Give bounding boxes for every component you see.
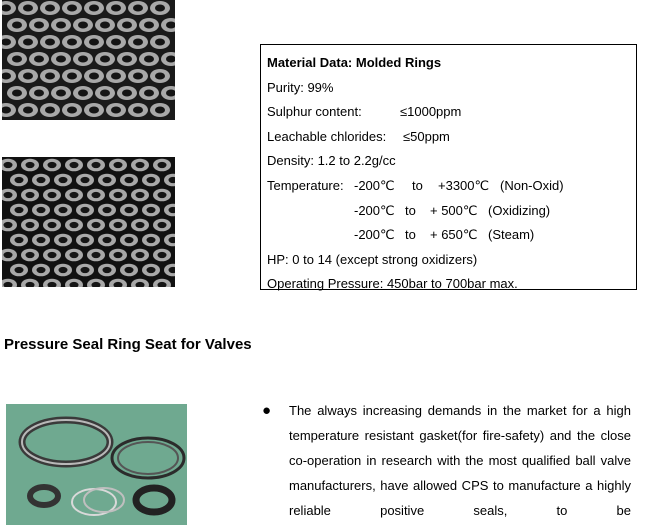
ring-graphic (65, 249, 83, 262)
ring-graphic (54, 204, 72, 217)
temperature-line-3 (267, 223, 636, 248)
temp-to: +3300℃ (438, 177, 490, 193)
ring-graphic (21, 279, 39, 287)
ring-graphic (153, 219, 171, 232)
ring-graphic (2, 219, 17, 232)
ring-graphic (73, 86, 93, 100)
ring-graphic (7, 18, 27, 32)
ring-graphic (32, 204, 50, 217)
ring-graphic (54, 234, 72, 247)
ring-graphic (87, 159, 105, 172)
ring-graphic (95, 52, 115, 66)
ring-graphic (95, 18, 115, 32)
ring-graphic (51, 52, 71, 66)
ring-graphic (2, 249, 17, 262)
chlorides-line (267, 125, 636, 150)
ring-graphic (2, 1, 16, 15)
ring-graphic (2, 103, 16, 117)
ring-graphic (98, 234, 116, 247)
ring-graphic (131, 159, 149, 172)
ring-graphic (164, 264, 175, 277)
purity-line: Purity: 99% (267, 79, 334, 95)
ring-graphic (139, 86, 159, 100)
ring-graphic (54, 174, 72, 187)
ring-graphic (150, 1, 170, 15)
ring-graphic (40, 103, 60, 117)
ring-graphic (62, 1, 82, 15)
hp-line: HP: 0 to 14 (except strong oxidizers) (267, 251, 478, 267)
ring-graphic (142, 204, 160, 217)
ring-graphic (106, 103, 126, 117)
ring-graphic (161, 86, 175, 100)
ring-graphic (40, 69, 60, 83)
bullet-icon: ● (262, 402, 272, 419)
ring-graphic (18, 1, 38, 15)
ring-graphic (164, 174, 175, 187)
ring-graphic (84, 1, 104, 15)
ring-graphic (109, 189, 127, 202)
rings-array-image (2, 157, 175, 287)
ring-graphic (65, 219, 83, 232)
ring-graphic (62, 35, 82, 49)
ring-graphic (117, 52, 137, 66)
ring-graphic (128, 69, 148, 83)
ring-graphic (43, 249, 61, 262)
ring-graphic (131, 189, 149, 202)
ring-graphic (164, 204, 175, 217)
ring-graphic (120, 204, 138, 217)
ring-graphic (2, 279, 17, 287)
ring-graphic (120, 234, 138, 247)
ring-graphic (109, 249, 127, 262)
ring-graphic (2, 69, 16, 83)
ring-graphic (98, 264, 116, 277)
rings-stack-image (2, 0, 175, 120)
ring-graphic (117, 86, 137, 100)
ring-graphic (2, 159, 17, 172)
ring-graphic (18, 103, 38, 117)
description-paragraph: The always increasing demands in the market for a high temperature resistant gasket(for fire-safety) and the close co-operation in research with the most qualified ball valve manufacturers, have allowed CPS to manufacture a highly reliable positive seals, to be (289, 403, 631, 518)
ring-graphic (76, 234, 94, 247)
ring-graphic (7, 86, 27, 100)
ring-graphic (43, 219, 61, 232)
density-line: Density: 1.2 to 2.2g/cc (267, 153, 396, 169)
molded-rings-photo-middle (2, 157, 175, 287)
ring-graphic (21, 189, 39, 202)
ring-graphic (10, 174, 28, 187)
ring-graphic (2, 189, 17, 202)
ring-graphic (153, 249, 171, 262)
ring-graphic (43, 159, 61, 172)
ring-graphic (139, 18, 159, 32)
temperature-label: Temperature: (267, 177, 344, 193)
ring-graphic (153, 189, 171, 202)
ring-graphic (106, 35, 126, 49)
ring-graphic (32, 174, 50, 187)
ring-graphic (65, 159, 83, 172)
ring-graphic (84, 69, 104, 83)
ring-graphic (150, 69, 170, 83)
ring-graphic (161, 52, 175, 66)
ring-graphic (21, 219, 39, 232)
ring-graphic (117, 18, 137, 32)
ring-graphic (128, 35, 148, 49)
ring-graphic (84, 35, 104, 49)
ring-graphic (164, 234, 175, 247)
seal-rings-image (6, 404, 187, 525)
ring-graphic (65, 189, 83, 202)
ring-graphic (10, 264, 28, 277)
ring-graphic (142, 174, 160, 187)
ring-graphic (32, 264, 50, 277)
ring-graphic (18, 35, 38, 49)
chlorides-label: Leachable chlorides: (267, 128, 387, 144)
ring-graphic (54, 264, 72, 277)
ring-graphic (18, 69, 38, 83)
ring-graphic (142, 234, 160, 247)
ring-graphic (120, 264, 138, 277)
ring-graphic (87, 279, 105, 287)
ring-graphic (95, 86, 115, 100)
ring-graphic (21, 159, 39, 172)
temp-to-word: to (405, 227, 416, 243)
temp-to: + 650℃ (430, 227, 478, 243)
ring-graphic (98, 204, 116, 217)
ring-graphic (128, 1, 148, 15)
ring-graphic (153, 159, 171, 172)
ring-graphic (40, 1, 60, 15)
ring-graphic (51, 86, 71, 100)
ring-graphic (43, 279, 61, 287)
operating-pressure-line: Operating Pressure: 450bar to 700bar max. (267, 276, 518, 292)
temp-from: -200℃ (354, 177, 395, 193)
material-data-box (260, 44, 637, 290)
pressure-seal-rings-photo (6, 404, 187, 525)
temperature-line-1 (267, 174, 636, 199)
ring-graphic (128, 103, 148, 117)
ring-graphic (142, 264, 160, 277)
ring-graphic (109, 279, 127, 287)
ring-graphic (29, 52, 49, 66)
ring-graphic (62, 69, 82, 83)
ring-graphic (139, 52, 159, 66)
ring-graphic (76, 264, 94, 277)
ring-graphic (62, 103, 82, 117)
material-data-title: Material Data: Molded Rings (267, 55, 442, 70)
ring-graphic (109, 219, 127, 232)
ring-graphic (21, 249, 39, 262)
sulphur-label: Sulphur content: (267, 104, 362, 120)
ring-graphic (10, 234, 28, 247)
ring-graphic (131, 219, 149, 232)
temp-from: -200℃ (354, 227, 395, 243)
ring-graphic (2, 35, 16, 49)
ring-graphic (84, 103, 104, 117)
temp-condition: (Non-Oxid) (500, 177, 564, 193)
ring-graphic (131, 279, 149, 287)
ring-graphic (7, 52, 27, 66)
ring-graphic (73, 52, 93, 66)
ring-graphic (29, 86, 49, 100)
ring-graphic (76, 174, 94, 187)
molded-rings-photo-top (2, 0, 175, 120)
temp-to: + 500℃ (430, 202, 478, 218)
ring-graphic (153, 279, 171, 287)
sulphur-line (267, 100, 636, 125)
ring-graphic (40, 35, 60, 49)
ring-graphic (10, 204, 28, 217)
ring-graphic (87, 189, 105, 202)
temp-from: -200℃ (354, 202, 395, 218)
ring-graphic (43, 189, 61, 202)
ring-graphic (65, 279, 83, 287)
ring-graphic (76, 204, 94, 217)
temp-condition: (Oxidizing) (488, 202, 551, 218)
ring-graphic (161, 18, 175, 32)
ring-graphic (106, 69, 126, 83)
section-heading: Pressure Seal Ring Seat for Valves (4, 336, 252, 353)
ring-graphic (29, 18, 49, 32)
temp-condition: (Steam) (488, 227, 535, 243)
ring-graphic (131, 249, 149, 262)
chlorides-value: ≤50ppm (403, 128, 450, 144)
ring-graphic (98, 174, 116, 187)
ring-graphic (150, 35, 170, 49)
ring-graphic (87, 219, 105, 232)
sulphur-value: ≤1000ppm (400, 104, 462, 120)
ring-graphic (51, 18, 71, 32)
temp-to-word: to (412, 177, 423, 193)
temperature-line-2 (267, 199, 636, 224)
ring-graphic (150, 103, 170, 117)
ring-graphic (73, 18, 93, 32)
ring-graphic (32, 234, 50, 247)
temp-to-word: to (405, 202, 416, 218)
ring-graphic (109, 159, 127, 172)
ring-graphic (106, 1, 126, 15)
ring-graphic (87, 249, 105, 262)
ring-graphic (120, 174, 138, 187)
